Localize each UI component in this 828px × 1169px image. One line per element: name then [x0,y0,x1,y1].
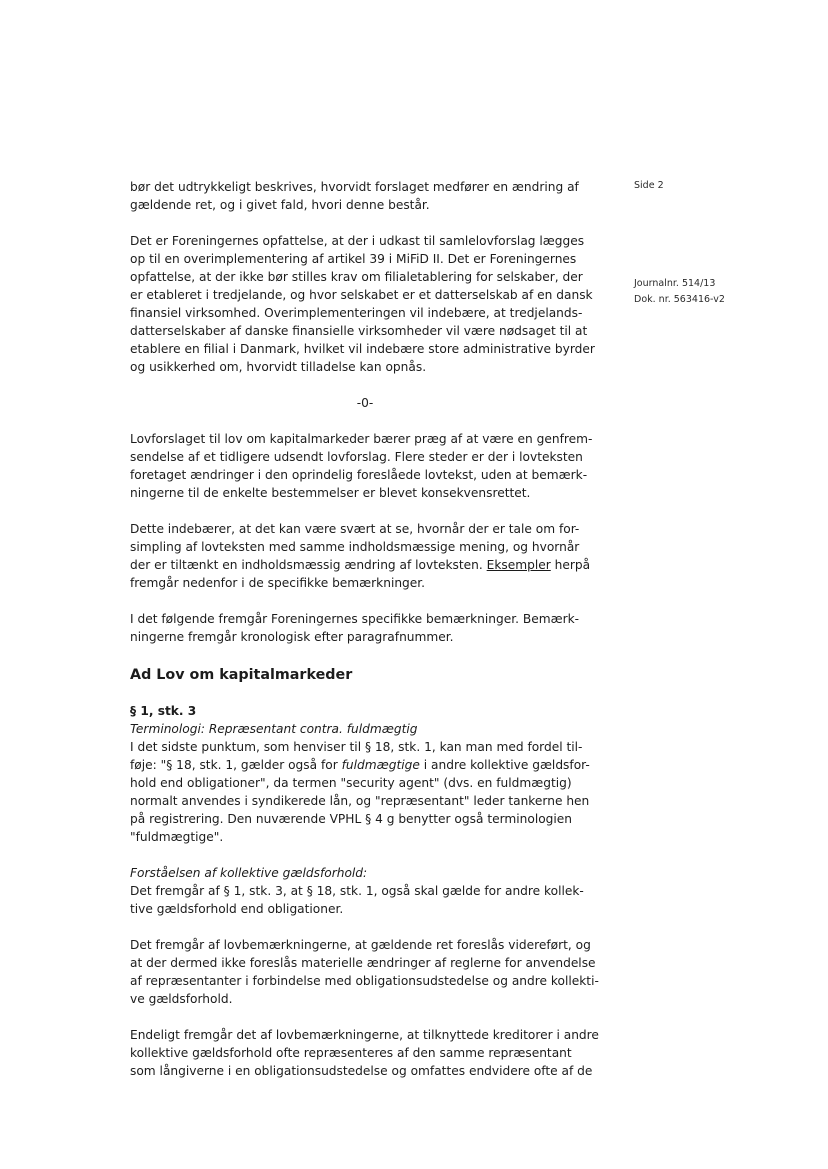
page-number: Side 2 [634,180,664,191]
section-heading: Ad Lov om kapitalmarkeder [130,667,353,683]
document-body [130,178,600,1080]
section-title-1-3: § 1, stk. 3 [130,704,197,718]
paragraph-7: Endeligt fremgår det af lovbemærkningerne, at tilknyttede kreditorer i andre kollektive gældsforhold ofte repræsenteres af den samme repræsentant som långiverne i en obligationsudstedelse og omfattes endvidere ofte af de [130,1028,599,1078]
document-number: Dok. nr. 563416-v2 [634,294,725,305]
collective-debt-subtitle: Forståelsen af kollektive gældsforhold: [130,866,368,880]
terminology-subtitle: Terminologi: Repræsentant contra. fuldmægtig [130,722,418,736]
terminology-text: I det sidste punktum, som henviser til § 18, stk. 1, kan man med fordel til- føje: "§ 18, stk. 1, gælder også for fuldmægtige i andre kollektive gældsfor- hold end obligationer", da termen "security agent" (dvs. en fuldmægtig) normalt anvendes i syndikerede lån, og "repræsentant" leder tankerne hen på registrering. Den nuværende VPHL § 4 g benytter også terminologien "fuldmægtige". [130,740,590,844]
examples-link[interactable]: Eksempler [486,558,551,572]
paragraph-2: Det er Foreningernes opfattelse, at der i udkast til samlelovforslag lægges op til en overimplementering af artikel 39 i MiFiD II. Det er Foreningernes opfattelse, at der ikke bør stilles krav om filialetablering for selskaber, der er etableret i tredjelande, og hvor selskabet er et datterselskab af en dansk finansiel virksomhed. Overimplementeringen vil indebære, at tredjelands- datterselskaber af danske finansielle virksomheder vil være nødsaget til at etablere en filial i Danmark, hvilket vil indebære store administrative byrder og usikkerhed om, hvorvidt tilladelse kan opnås. [130,234,595,374]
paragraph-6: Det fremgår af lovbemærkningerne, at gældende ret foreslås videreført, og at der dermed ikke foreslås materielle ændringer af reglerne for anvendelse af repræsentanter i forbindelse med obligationsudstedelse og andre kollekti- ve gældsforhold. [130,938,599,1006]
paragraph-4: Dette indebærer, at det kan være svært at se, hvornår der er tale om for- simpling af lovteksten med samme indholdsmæssige mening, og hvornår der er tiltænkt en indholdsmæssig ændring af lovteksten. Eksempler herpå fremgår nedenfor i de specifikke bemærkninger. [130,522,591,590]
collective-debt-text: Det fremgår af § 1, stk. 3, at § 18, stk. 1, også skal gælde for andre kollek- tive gældsforhold end obligationer. [130,884,584,916]
journal-number: Journalnr. 514/13 [634,278,716,289]
section-separator: -0- [356,396,374,410]
margin-metadata [634,178,814,308]
paragraph-3: Lovforslaget til lov om kapitalmarkeder bærer præg af at være en genfrem- sendelse af et tidligere udsendt lovforslag. Flere steder er der i lovteksten foretaget ændringer i den oprindelig foreslåede lovtekst, uden at bemærk- ningerne til de enkelte bestemmelser er blevet konsekvensrettet. [130,432,593,500]
paragraph-1: bør det udtrykkeligt beskrives, hvorvidt forslaget medfører en ændring af gældende ret, og i givet fald, hvori denne består. [130,180,579,212]
paragraph-5: I det følgende fremgår Foreningernes specifikke bemærkninger. Bemærk- ningerne fremgår kronologisk efter paragrafnummer. [130,612,580,644]
